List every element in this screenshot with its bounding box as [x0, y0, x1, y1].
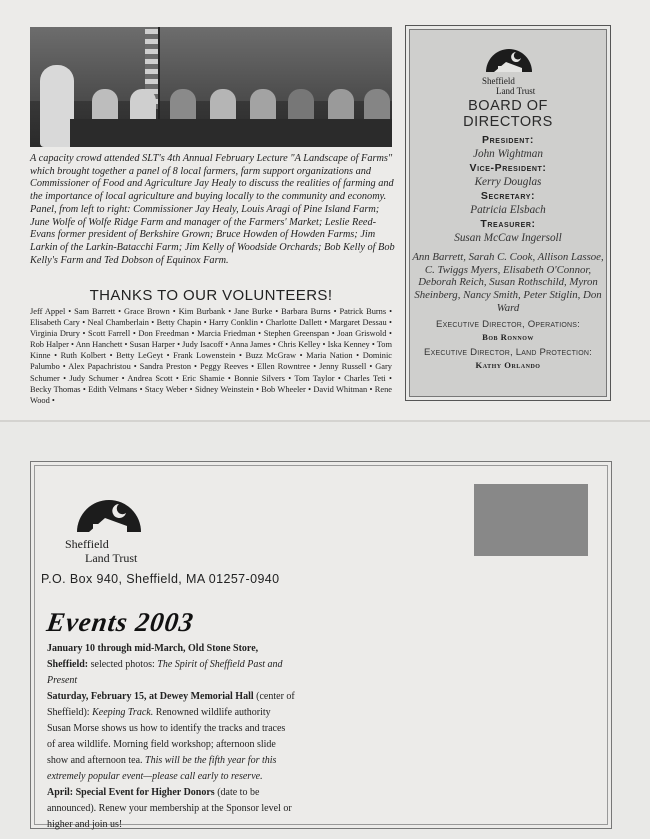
treasurer-name: Susan McCaw Ingersoll — [454, 232, 562, 244]
event-item: Saturday, February 15, at Dewey Memorial Hall (center of Sheffield): Keeping Track. Renowned wildlife authority Susan Morse shows us how to identify the tracks and traces of area wildlife. Morning field workshop; afternoon slide show and afternoon tea. This will be the fifth year for this extremely popular event—please call early to reserve. — [47, 691, 295, 782]
vice-president-name: Kerry Douglas — [474, 176, 542, 188]
volunteers-list: Jeff Appel • Sam Barrett • Grace Brown • Kim Burbank • Jane Burke • Barbara Burns • Patrick Burns • Elisabeth Cary • Neal Chamberlain • Betty Chapin • Harry Conklin • Charlotte Dallett • Margaret Dessau • Virginia Drury • Scott Farrell • Don Freedman • Marcia Friedman • Stephen Greenspan • Joan Griswold • Rob Halper • Ann Hanchett • Susan Harper • Judy Isacoff • Anna James • Chris Kelley • Iska Kenney • Tom Kinne • Ruth Kolbert • Betty LeGeyt • Frank Lowenstein • Buzz McGraw • Maria Nation • Dominic Palumbo • Alex Papachristou • Sandra Preston • Peggy Reeves • Ellen Rowntree • Jenny Russell • Gary Schumer • Judy Schumer • Andrea Scott • Eric Shamie • Bonnie Silvers • Tom Taylor • Charles Teti • Becky Thomas • Edith Velmans • Stacy Weber • Sidney Weinstein • Bob Wheeler • David Whitman • Rene Wood • — [30, 307, 392, 405]
secretary-name: Patricia Elsbach — [470, 204, 546, 216]
land-trust-logo — [478, 38, 540, 98]
events-heading: Events 2003 — [44, 607, 196, 637]
svg-text:Land Trust: Land Trust — [85, 551, 138, 565]
svg-text:Sheffield: Sheffield — [65, 537, 109, 551]
mailing-address: P.O. Box 940, Sheffield, MA 01257-0940 — [41, 572, 280, 586]
exec-land-label: Executive Director, Land Protection: — [424, 346, 592, 358]
president-name: John Wightman — [473, 148, 543, 160]
board-members: Ann Barrett, Sarah C. Cook, Allison Lassoe, C. Twiggs Myers, Elisabeth O'Connor, Deborah Reich, Susan Rothschild, Myron Sheinberg, Nancy Smith, Peter Stiglin, Don Ward — [412, 251, 604, 314]
svg-text:Sheffield: Sheffield — [482, 76, 515, 86]
board-listing — [412, 133, 604, 371]
panel-photo — [30, 27, 392, 147]
exec-ops-name: Bob Ronnow — [482, 331, 534, 342]
mailer-panel — [30, 461, 612, 829]
events-list — [47, 641, 295, 833]
land-trust-logo-large — [63, 482, 153, 566]
svg-text:Land Trust: Land Trust — [496, 86, 536, 96]
photo-caption: A capacity crowd attended SLT's 4th Annual February Lecture "A Landscape of Farms" which brought together a panel of 8 local farmers, farm support organizations and Commissioner of Food and Agriculture Jay Healy to discuss the realities of farming and the importance of local agriculture and buying locally to the community and economy. Panel, from left to right: Commissioner Jay Healy, Louis Aragi of Pine Island Farm; June Wolfe of Wolfe Ridge Farm and manager of the Farmers' Market; Leslie Reed-Evans former president of Berkshire Grown; Bruce Howden of Howden Farms; Jim Larkin of the Larkin-Batacchi Farm; Jim Kelly of Woodside Orchards; Bob Kelly of Bob Kelly's Farm and Ted Dobson of Equinox Farm. — [30, 153, 395, 266]
board-title: BOARD OF DIRECTORS — [463, 98, 553, 130]
exec-land-name: Kathy Orlando — [475, 359, 541, 370]
board-of-directors-box — [405, 25, 611, 401]
vice-president-label: Vice-President: — [469, 162, 547, 174]
volunteers-heading: THANKS TO OUR VOLUNTEERS! — [89, 287, 333, 304]
president-label: President: — [482, 134, 534, 146]
event-item: April: Special Event for Higher Donors (date to be announced). Renew your membership at the Sponsor level or higher and join us! — [47, 787, 292, 830]
postage-stamp-area — [474, 484, 588, 556]
secretary-label: Secretary: — [480, 190, 536, 202]
page-fold — [0, 420, 650, 422]
exec-ops-label: Executive Director, Operations: — [436, 318, 580, 330]
event-item: January 10 through mid-March, Old Stone Store, Sheffield: selected photos: The Spirit of Sheffield Past and Present — [47, 643, 283, 686]
treasurer-label: Treasurer: — [480, 218, 536, 230]
